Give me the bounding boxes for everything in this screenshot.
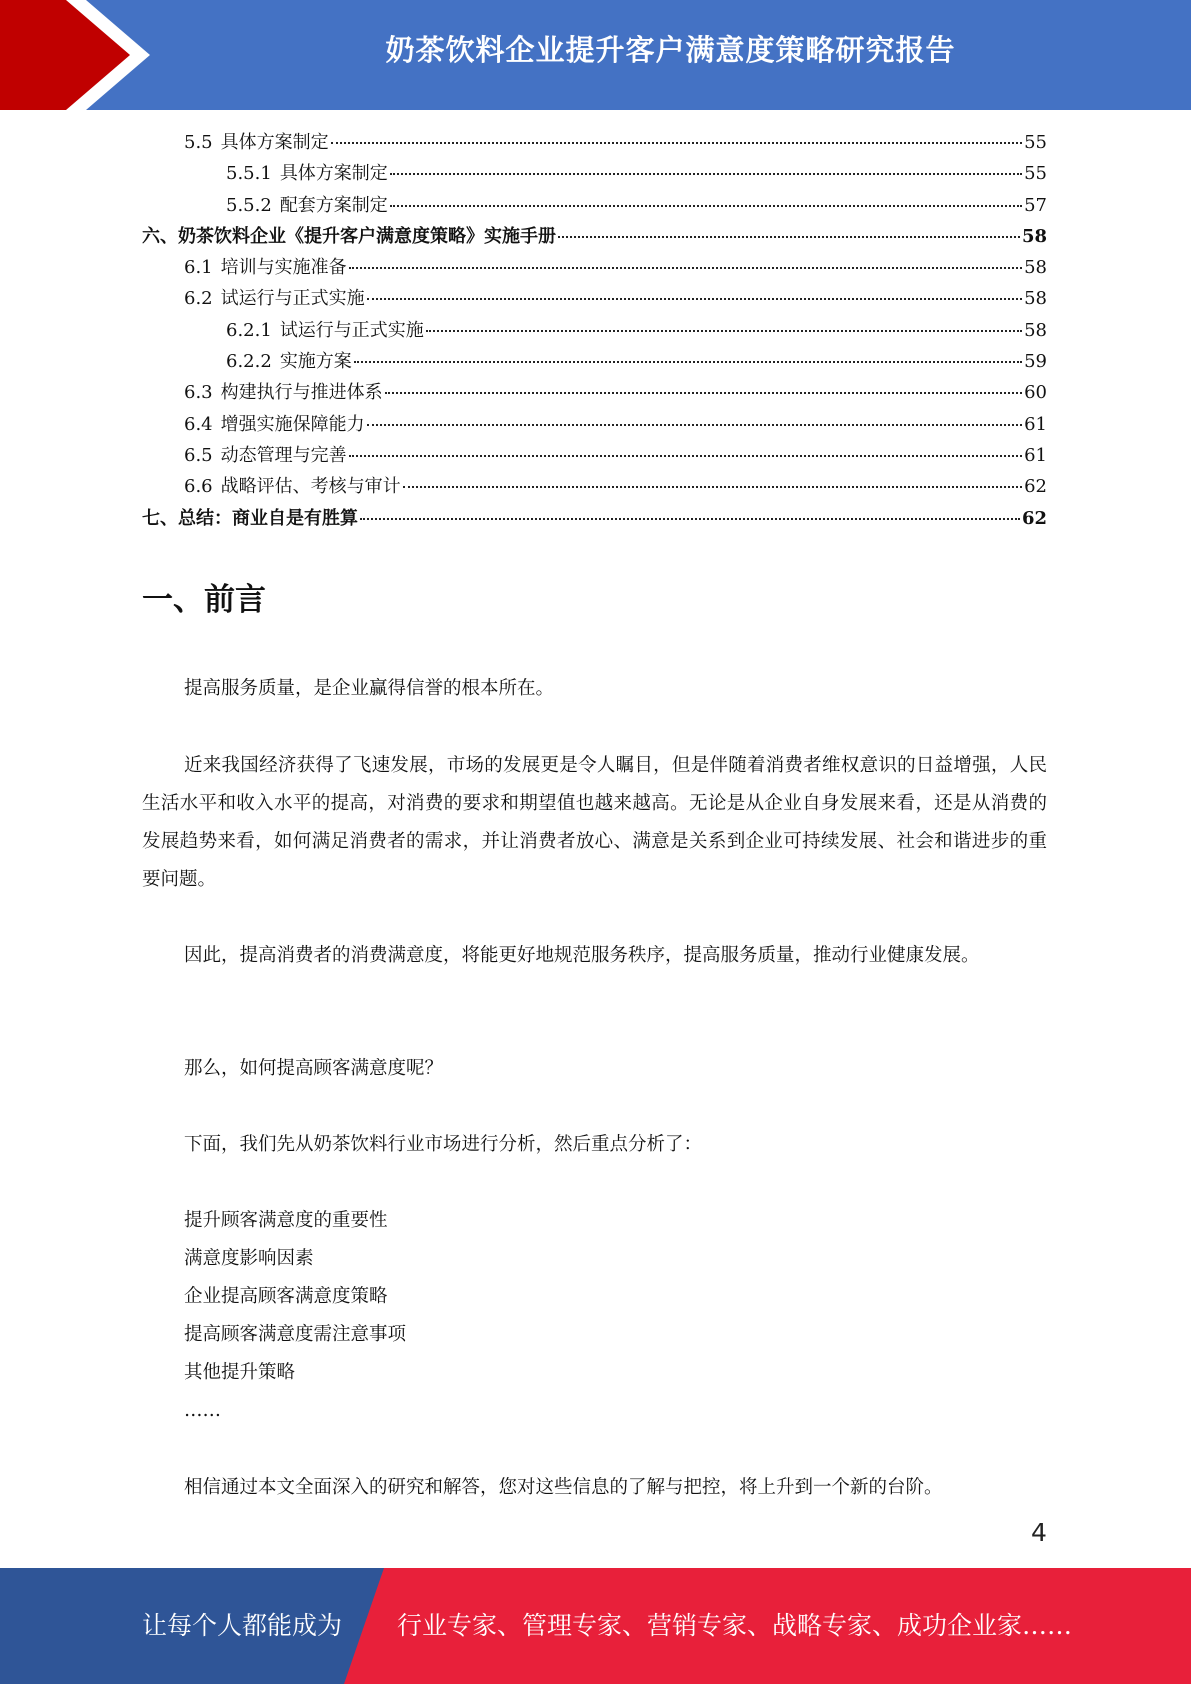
toc-entry-page: 57 [1024,194,1047,216]
toc-entry-title: 增强实施保障能力 [220,413,365,435]
toc-entry-title: 具体方案制定 [279,163,388,185]
toc-entry-title: 七、总结：商业自是有胜算 [142,507,358,529]
toc-entry-number: 6.3 [184,382,213,404]
toc-entry-page: 58 [1024,319,1047,341]
header-chevron-decoration [0,0,160,110]
toc-dot-leader [354,361,1022,363]
toc-entry-number: 5.5.2 [226,194,272,216]
page-footer [0,1568,1191,1684]
toc-entry[interactable] [142,128,1047,159]
topic-list-item: 其他提升策略 [184,1362,296,1383]
paragraph-closing: 相信通过本文全面深入的研究和解答，您对这些信息的了解与把控，将上升到一个新的台阶。 [184,1477,943,1498]
toc-entry-page: 59 [1024,351,1047,373]
toc-entry-page: 58 [1024,257,1047,279]
toc-entry-number: 6.4 [184,413,213,435]
toc-entry[interactable] [142,378,1047,409]
toc-dot-leader [367,298,1022,300]
toc-entry-title: 动态管理与完善 [220,444,347,466]
toc-dot-leader [349,455,1022,457]
toc-entry-number: 6.2 [184,288,213,310]
toc-dot-leader [390,173,1022,175]
toc-dot-leader [331,142,1022,144]
topic-list-item: 提升顾客满意度的重要性 [184,1210,388,1231]
toc-entry[interactable] [142,441,1047,472]
toc-entry[interactable] [142,284,1047,315]
toc-entry-page: 58 [1021,225,1047,247]
toc-entry-title: 培训与实施准备 [220,257,347,279]
paragraph-intro: 提高服务质量，是企业赢得信誉的根本所在。 [184,678,555,699]
toc-entry[interactable] [142,253,1047,284]
toc-dot-leader [349,267,1022,269]
toc-entry-page: 61 [1024,413,1047,435]
topic-list-ellipsis: …… [184,1400,221,1421]
toc-entry-page: 61 [1024,444,1047,466]
toc-entry-number: 6.2.2 [226,351,272,373]
toc-entry-number: 5.5.1 [226,163,272,185]
toc-entry-title: 实施方案 [279,351,352,373]
toc-entry-number: 5.5 [184,132,213,153]
toc-dot-leader [385,392,1022,394]
toc-chapter-entry[interactable] [142,222,1047,253]
toc-dot-leader [403,486,1022,488]
toc-entry-number: 6.2.1 [226,319,272,341]
toc-entry[interactable] [142,410,1047,441]
paragraph-conclusion: 因此，提高消费者的消费满意度，将能更好地规范服务秩序，提高服务质量，推动行业健康发展。 [184,945,980,966]
paragraph-outline: 下面，我们先从奶茶饮料行业市场进行分析，然后重点分析了： [184,1134,703,1155]
topic-list-item: 满意度影响因素 [184,1248,314,1269]
toc-entry-title: 六、奶茶饮料企业《提升客户满意度策略》实施手册 [142,225,556,247]
page-header [0,0,1191,110]
page-number: 4 [1031,1518,1047,1547]
toc-entry[interactable] [142,347,1047,378]
toc-entry-title: 试运行与正式实施 [220,288,365,310]
toc-entry-title: 试运行与正式实施 [279,319,424,341]
toc-entry-number: 6.6 [184,476,213,498]
toc-entry-title: 战略评估、考核与审计 [220,476,401,498]
topic-list-item: 企业提高顾客满意度策略 [184,1286,388,1307]
toc-entry[interactable] [142,159,1047,190]
report-title: 奶茶饮料企业提升客户满意度策略研究报告 [385,33,956,67]
toc-entry-number: 6.1 [184,257,213,279]
footer-slogan-right: 行业专家、管理专家、营销专家、战略专家、成功企业家…… [397,1611,1073,1640]
footer-slogan-left: 让每个人都能成为 [142,1611,343,1640]
table-of-contents [142,128,1047,535]
toc-entry-number: 6.5 [184,444,213,466]
paragraph-question: 那么，如何提高顾客满意度呢？ [184,1058,444,1079]
toc-entry[interactable] [142,472,1047,503]
topic-list-item: 提高顾客满意度需注意事项 [184,1324,407,1345]
toc-entry-page: 55 [1024,163,1047,185]
toc-dot-leader [367,424,1022,426]
toc-dot-leader [426,330,1022,332]
paragraph-background: 近来我国经济获得了飞速发展，市场的发展更是令人瞩目，但是伴随着消费者维权意识的日益增强，人民生活水平和收入水平的提高，对消费的要求和期望值也越来越高。无论是从企业自身发展来看，还是从消费的发展趋势来看，如何满足消费者的需求，并让消费者放心、满意是关系到企业可持续发展、社会和谐进步的重要问题。 [142,755,1047,890]
section-heading: 一、前言 [142,582,266,618]
toc-dot-leader [558,236,1020,238]
toc-entry-page: 60 [1024,382,1047,404]
toc-chapter-entry[interactable] [142,504,1047,535]
toc-dot-leader [360,518,1020,520]
toc-entry-page: 58 [1024,288,1047,310]
toc-entry[interactable] [142,191,1047,222]
toc-entry-title: 配套方案制定 [279,194,388,216]
toc-entry-page: 62 [1024,476,1047,498]
toc-entry-title: 具体方案制定 [220,132,329,153]
toc-entry-page: 62 [1021,507,1047,529]
toc-entry[interactable] [142,316,1047,347]
toc-entry-page: 55 [1024,132,1047,153]
toc-entry-title: 构建执行与推进体系 [220,382,383,404]
toc-dot-leader [390,205,1022,207]
